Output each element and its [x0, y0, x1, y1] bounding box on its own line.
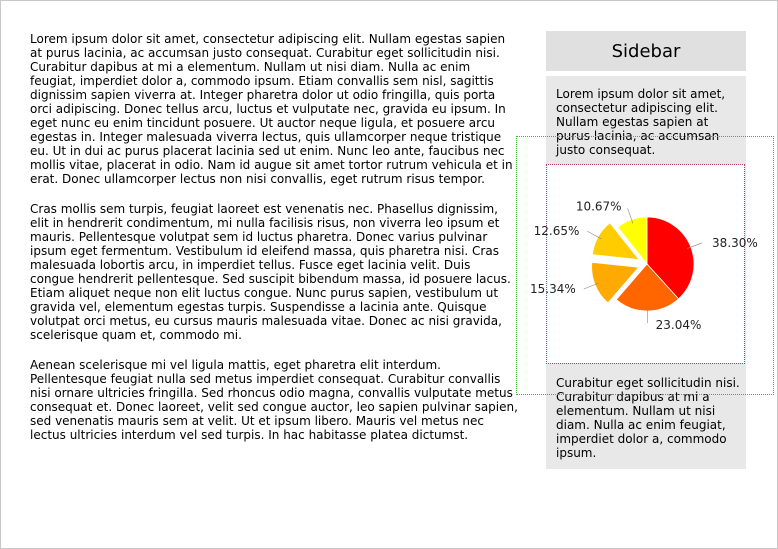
sidebar-divider — [546, 71, 746, 76]
main-content — [30, 32, 518, 458]
paragraph-1: Lorem ipsum dolor sit amet, consectetur adipiscing elit. Nullam egestas sapien at purus lacinia, ac accumsan justo consequat. Curabitur eget sollicitudin nisi. Curabitur dapibus at mi a elementum. Nullam ut nisi diam. Nulla ac enim feugiat, imperdiet dolor a, commodo ipsum. Etiam convallis sem nisl, sagittis dignissim sapien viverra at. Integer pharetra dolor ut odio fringilla, quis porta orci adipiscing. Donec tellus arcu, luctus et vulputate nec, gravida eu ipsum. In eget nunc eu enim tincidunt posuere. Ut auctor neque ligula, et posuere arcu egestas in. Integer malesuada viverra lectus, quis ullamcorper neque tristique eu. Ut in dui ac purus placerat lacinia sed ut enim. Nunc leo ante, faucibus nec mollis vitae, placerat in odio. Nam id augue sit amet tortor rutrum vehicula et in erat. Donec ullamcorper lectus non nisi convallis, eget rutrum risus tempor. — [30, 32, 513, 186]
pie-chart[interactable] — [516, 136, 774, 395]
pie-label-3: 15.34% — [529, 281, 576, 296]
pie-label-1: 38.30% — [712, 235, 758, 250]
paragraph-3: Aenean scelerisque mi vel ligula mattis, eget pharetra elit interdum. Pellentesque feugiat nulla sed metus imperdiet consequat. Curabitur convallis nisi ornare ultricies fringilla. Sed rhoncus odio magna, convallis vulputate metus consequat et. Donec laoreet, velit sed congue auctor, leo sapien pulvinar sapien, sed venenatis mauris sem at velit. Ut et ipsum libero. Mauris vel metus nec lectus ultricies interdum vel sed turpis. In hac habitasse platea dictumst. — [30, 358, 518, 442]
sidebar-text-bottom: Curabitur eget sollicitudin nisi. Curabitur dapibus at mi a elementum. Nullam ut nisi diam. Nulla ac enim feugiat, imperdiet dolor a, commodo ipsum. — [556, 376, 740, 460]
paragraph-2: Cras mollis sem turpis, feugiat laoreet est venenatis nec. Phasellus dignissim, elit in hendrerit condimentum, mi nulla facilisis risus, non viverra leo ipsum et mauris. Pellentesque volutpat sem id luctus pharetra. Donec varius pulvinar ipsum eget fermentum. Vestibulum id eleifend massa, quis pharetra nisi. Cras malesuada lobortis arcu, in imperdiet tellus. Fusce eget lacinia velit. Duis congue hendrerit pellentesque. Sed suscipit bibendum massa, id posuere lacus. Etiam aliquet neque non elit luctus congue. Nunc purus sapien, vestibulum ut gravida vel, elementum egestas turpis. Suspendisse a lacinia ante. Quisque volutpat orci metus, eu cursus mauris malesuada vitae. Donec ac nisi gravida, scelerisque quam et, commodo mi. — [30, 202, 511, 342]
sidebar-text-top: Lorem ipsum dolor sit amet, consectetur adipiscing elit. Nullam egestas sapien at purus lacinia, ac accumsan justo consequat. — [556, 87, 726, 157]
pie-label-4: 12.65% — [533, 224, 580, 239]
pie-label-2: 23.04% — [655, 317, 702, 332]
sidebar-title: Sidebar — [546, 31, 746, 71]
pie-label-5: 10.67% — [575, 199, 622, 214]
